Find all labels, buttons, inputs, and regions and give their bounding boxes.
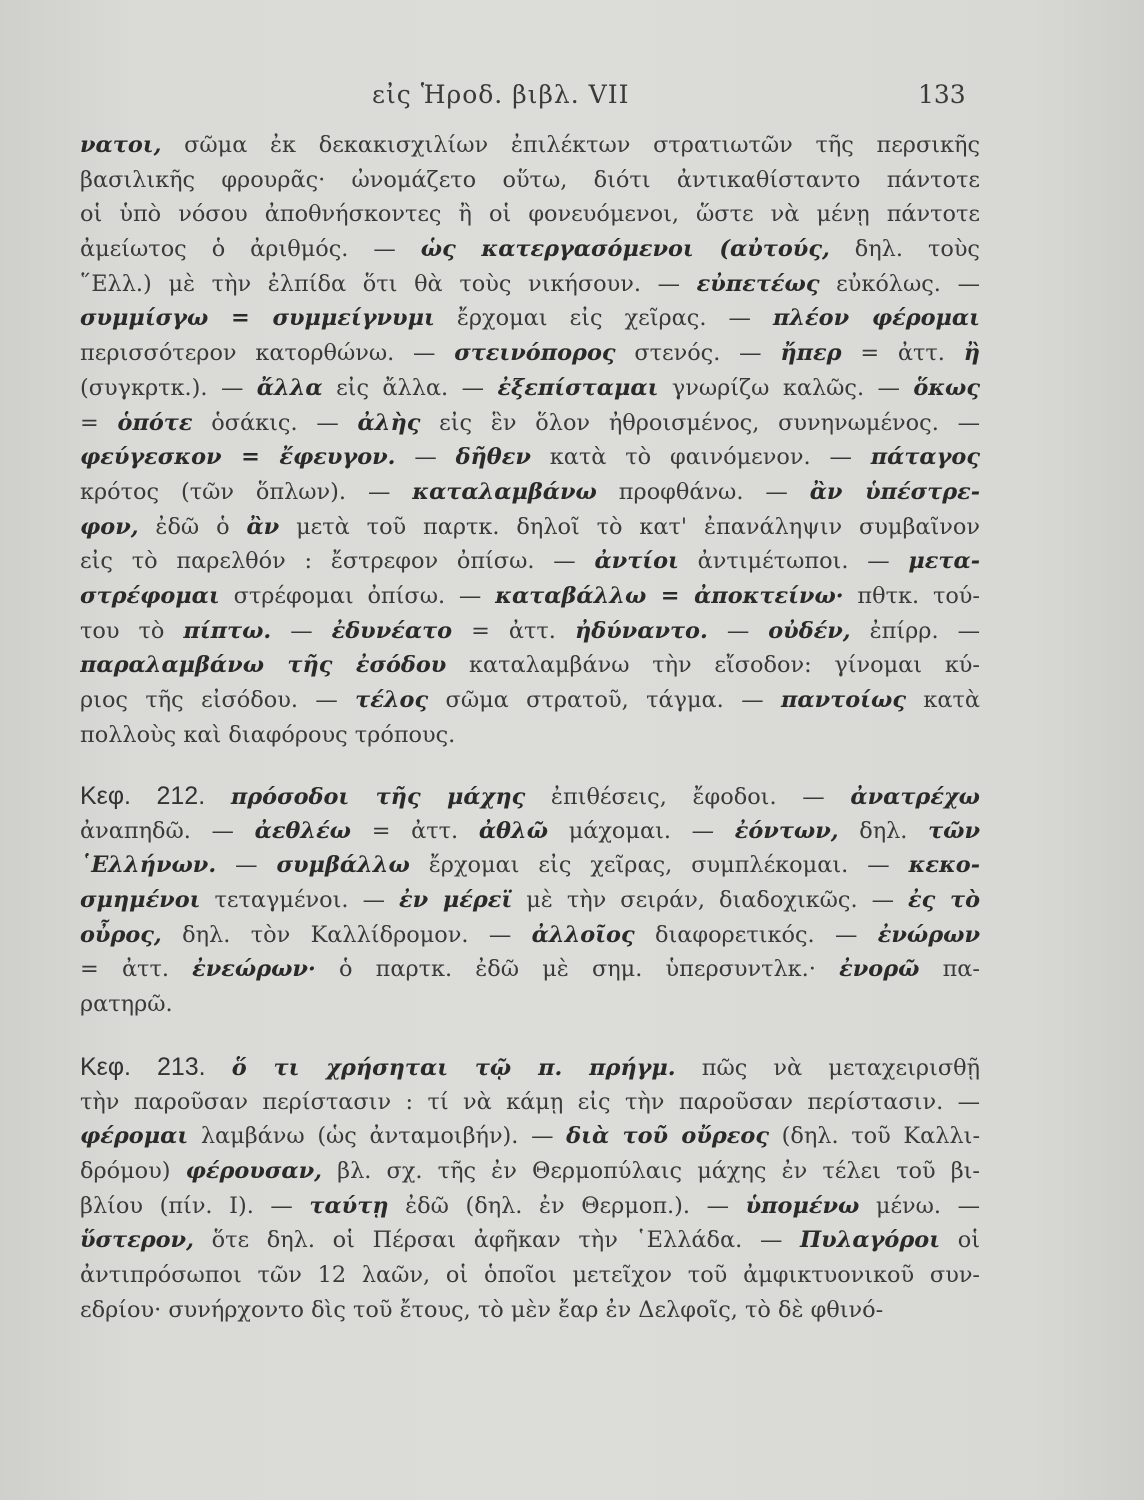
text-line: ριος τῆς εἰσόδου. — τέλος σῶμα στρατοῦ, τάγμα. — παντοίως κατὰ — [80, 687, 980, 713]
commentary-paragraph-1 — [80, 128, 980, 752]
text-line: πολλοὺς καὶ διαφόρους τρόπους. — [80, 721, 456, 748]
text-line: του τὸ πίπτω. — ἐδυνέατο = ἀττ. ἠδύναντο. — οὐδέν, ἐπίρρ. — — [80, 617, 980, 644]
text-line: ἀμείωτος ὁ ἀριθμός. — ὡς κατεργασόμενοι (αὐτούς, δηλ. τοὺς — [80, 236, 980, 263]
text-line: ρατηρῶ. — [80, 991, 173, 1018]
text-line: βασιλικῆς φρουρᾶς· ὠνομάζετο οὕτω, διότι ἀντικαθίσταντο πάντοτε — [80, 166, 980, 193]
text-line: τὴν παροῦσαν περίστασιν : τί νὰ κάμῃ εἰς τὴν παροῦσαν περίστασιν. — — [80, 1088, 980, 1115]
text-line: δρόμου) φέρουσαν, βλ. σχ. τῆς ἐν Θερμοπύλαις μάχης ἐν τέλει τοῦ βι- — [80, 1158, 980, 1185]
text-line: ἀναπηδῶ. — ἀεθλέω = ἀττ. ἀθλῶ μάχομαι. — ἐόντων, δηλ. τῶν — [80, 817, 980, 844]
text-line: φον, ἐδῶ ὁ ἂν μετὰ τοῦ παρτκ. δηλοῖ τὸ κατ' ἐπανάληψιν συμβαῖνον — [80, 513, 980, 540]
text-line: φέρομαι λαμβάνω (ὡς ἀνταμοιβήν). — διὰ τοῦ οὔρεος (δηλ. τοῦ Καλλι- — [80, 1123, 980, 1150]
text-line: βλίου (πίν. Ι). — ταύτῃ ἐδῶ (δηλ. ἐν Θερμοπ.). — ὑπομένω μένω. — — [80, 1192, 980, 1219]
text-line: συμμίσγω = συμμείγνυμι ἔρχομαι εἰς χεῖρας. — πλέον φέρομαι — [80, 305, 980, 332]
commentary-paragraph-kef-213 — [80, 1050, 980, 1328]
text-line: ῾Ελλήνων. — συμβάλλω ἔρχομαι εἰς χεῖρας, συμπλέκομαι. — κεκο- — [80, 852, 980, 879]
text-line: νατοι, σῶμα ἐκ δεκακισχιλίων ἐπιλέκτων στρατιωτῶν τῆς περσικῆς — [80, 132, 980, 158]
text-line: οἱ ὑπὸ νόσου ἀποθνήσκοντες ἢ οἱ φονευόμενοι, ὥστε νὰ μένῃ πάντοτε — [80, 201, 980, 228]
text-line: περισσότερον κατορθώνω. — στεινόπορος στενός. — ἤπερ = ἀττ. ἢ — [80, 340, 980, 367]
text-line: (συγκρτκ.). — ἄλλα εἰς ἄλλα. — ἐξεπίσταμαι γνωρίζω καλῶς. — ὅκως — [80, 374, 980, 401]
running-head: εἰς Ἡροδ. βιβλ. VII — [372, 80, 630, 109]
text-line: οὖρος, δηλ. τὸν Καλλίδρομον. — ἀλλοῖος διαφορετικός. — ἐνώρων — [80, 921, 980, 948]
page-header — [0, 80, 1144, 120]
text-line: κρότος (τῶν ὅπλων). — καταλαμβάνω προφθάνω. — ἂν ὑπέστρε- — [80, 478, 980, 505]
text-line: παραλαμβάνω τῆς ἐσόδου καταλαμβάνω τὴν εἴσοδον: γίνομαι κύ- — [80, 652, 980, 679]
text-line: ὕστερον, ὅτε δηλ. οἱ Πέρσαι ἀφῆκαν τὴν ῾Ελλάδα. — Πυλαγόροι οἱ — [80, 1227, 980, 1254]
text-line: ῞Ελλ.) μὲ τὴν ἐλπίδα ὅτι θὰ τοὺς νικήσουν. — εὐπετέως εὐκόλως. — — [80, 270, 980, 297]
text-line: φεύγεσκον = ἔφευγον. — δῆθεν κατὰ τὸ φαινόμενον. — πάταγος — [80, 444, 980, 471]
page-number: 133 — [918, 80, 966, 109]
text-line: ἀντιπρόσωποι τῶν 12 λαῶν, οἱ ὁποῖοι μετεῖχον τοῦ ἀμφικτυονικοῦ συν- — [80, 1262, 980, 1289]
text-line: Κεφ. 213. ὅ τι χρήσηται τῷ π. πρήγμ. πῶς νὰ μεταχειρισθῇ — [80, 1053, 980, 1081]
text-line: εἰς τὸ παρελθόν : ἔστρεφον ὀπίσω. — ἀντίοι ἀντιμέτωποι. — μετα- — [80, 548, 980, 575]
commentary-paragraph-kef-212 — [80, 779, 980, 1022]
text-line: Κεφ. 212. πρόσοδοι τῆς μάχης ἐπιθέσεις, ἔφοδοι. — ἀνατρέχω — [80, 782, 980, 810]
text-line: εδρίου· συνήρχοντο δὶς τοῦ ἔτους, τὸ μὲν ἔαρ ἐν Δελφοῖς, τὸ δὲ φθινό- — [80, 1296, 884, 1323]
text-line: = ἀττ. ἐνεώρων· ὁ παρτκ. ἐδῶ μὲ σημ. ὑπερσυντλκ.· ἐνορῶ πα- — [80, 956, 980, 983]
text-line: σμημένοι τεταγμένοι. — ἐν μέρεϊ μὲ τὴν σειράν, διαδοχικῶς. — ἐς τὸ — [80, 887, 980, 914]
text-line: = ὁπότε ὁσάκις. — ἀλὴς εἰς ἓν ὅλον ἠθροισμένος, συνηνωμένος. — — [80, 409, 980, 436]
text-line: στρέφομαι στρέφομαι ὀπίσω. — καταβάλλω = ἀποκτείνω· πθτκ. τού- — [80, 582, 980, 609]
